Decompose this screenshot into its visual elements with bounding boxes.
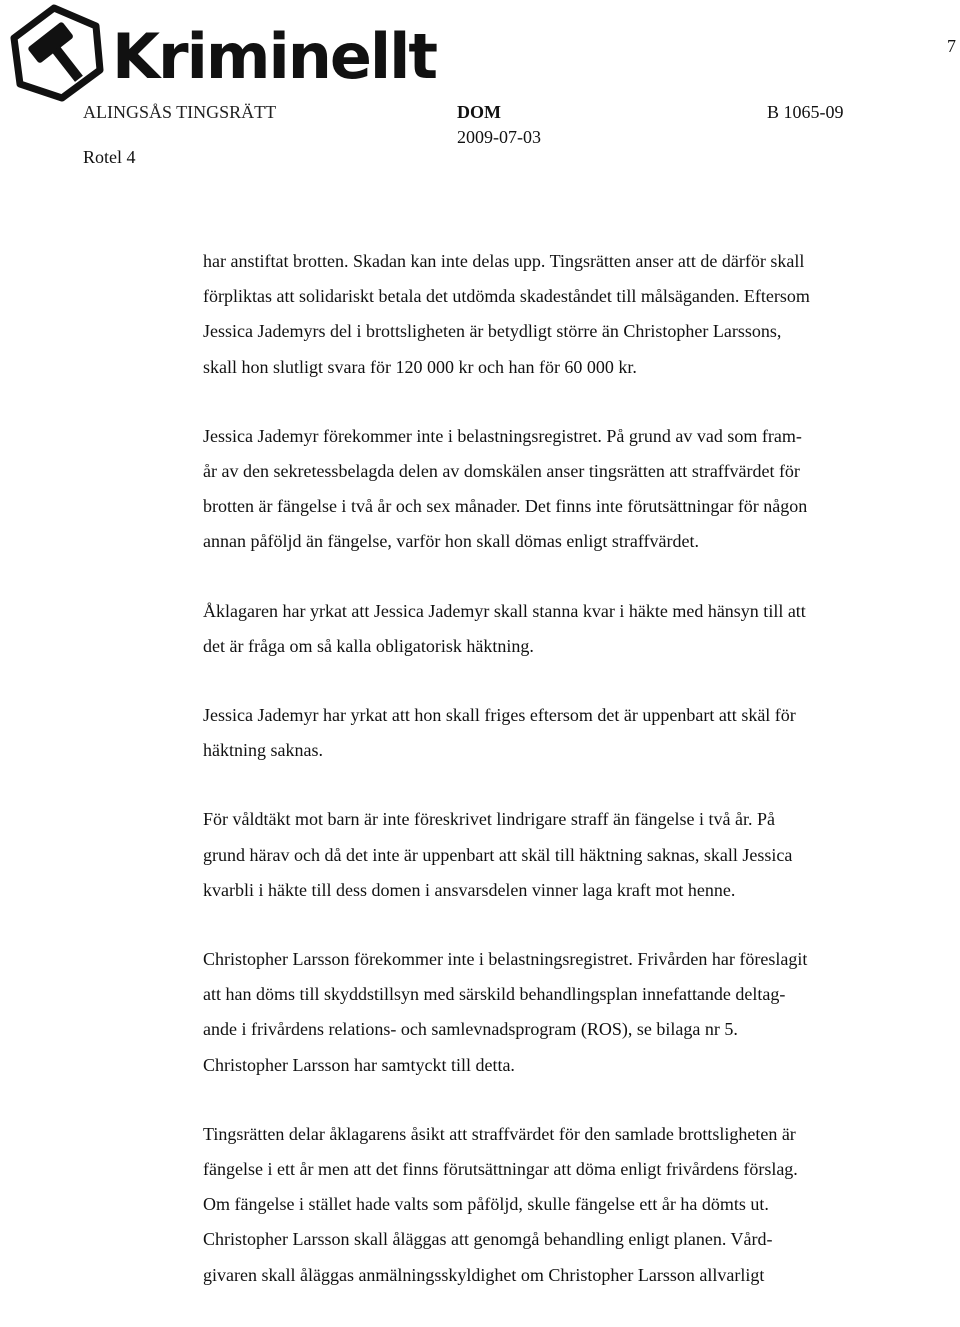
text-line: Jessica Jademyr har yrkat att hon skall friges eftersom det är uppenbart att skäl för	[203, 705, 796, 726]
text-line: ande i frivårdens relations- och samlevnadsprogram (ROS), se bilaga nr 5.	[203, 1019, 738, 1040]
text-line: år av den sekretessbelagda delen av domskälen anser tingsrätten att straffvärdet för	[203, 461, 800, 482]
text-line: förpliktas att solidariskt betala det utdömda skadeståndet till målsäganden. Eftersom	[203, 286, 810, 307]
text-line: har anstiftat brotten. Skadan kan inte delas upp. Tingsrätten anser att de därför skall	[203, 251, 805, 271]
text-line: att han döms till skyddstillsyn med särskild behandlingsplan innefattande deltag-	[203, 984, 786, 1005]
text-line: För våldtäkt mot barn är inte föreskrivet lindrigare straff än fängelse i två år. På	[203, 809, 775, 830]
text-line: Om fängelse i stället hade valts som påföljd, skulle fängelse ett år ha dömts ut.	[203, 1194, 769, 1215]
text-line: häktning saknas.	[203, 740, 323, 761]
court-name: ALINGSÅS TINGSRÄTT	[83, 102, 277, 122]
text-line: kvarbli i häkte till dess domen i ansvarsdelen vinner laga kraft mot henne.	[203, 879, 736, 900]
paragraph	[203, 698, 903, 768]
document-type: DOM	[457, 102, 501, 122]
logo-wordmark: Kriminellt	[112, 20, 437, 93]
case-number: B 1065-09	[767, 102, 844, 122]
gavel-hexagon-icon	[8, 4, 437, 104]
text-line: annan påföljd än fängelse, varför hon skall dömas enligt straffvärdet.	[203, 531, 700, 552]
text-line: Tingsrätten delar åklagarens åsikt att straffvärdet för den samlade brottsligheten är	[203, 1123, 796, 1144]
text-line: Jessica Jademyrs del i brottsligheten är betydligt större än Christopher Larssons,	[203, 321, 782, 342]
paragraph	[203, 802, 903, 908]
page-number: 7	[947, 36, 956, 56]
text-line: brotten är fängelse i två år och sex månader. Det finns inte förutsättningar för någon	[203, 496, 808, 517]
text-line: Christopher Larsson förekommer inte i belastningsregistret. Frivården har föreslagit	[203, 949, 808, 970]
text-line: det är fråga om så kalla obligatorisk häktning.	[203, 635, 534, 656]
kriminellt-logo	[8, 4, 437, 114]
text-line: fängelse i ett år men att det finns förutsättningar att döma enligt frivårdens förslag.	[203, 1159, 798, 1180]
text-line: skall hon slutligt svara för 120 000 kr och han för 60 000 kr.	[203, 356, 637, 377]
document-body	[203, 244, 903, 1327]
paragraph	[203, 244, 903, 385]
paragraph	[203, 594, 903, 664]
text-line: Christopher Larsson har samtyckt till detta.	[203, 1054, 515, 1075]
paragraph	[203, 419, 903, 560]
text-line: Christopher Larsson skall åläggas att genomgå behandling enligt planen. Vård-	[203, 1229, 773, 1250]
text-line: grund härav och då det inte är uppenbart att skäl till häktning saknas, skall Jessica	[203, 844, 793, 865]
text-line: Åklagaren har yrkat att Jessica Jademyr skall stanna kvar i häkte med hänsyn till att	[203, 600, 806, 621]
text-line: givaren skall åläggas anmälningsskyldighet om Christopher Larsson allvarligt	[203, 1264, 765, 1285]
text-line: Jessica Jademyr förekommer inte i belastningsregistret. På grund av vad som fram-	[203, 425, 802, 446]
document-date: 2009-07-03	[457, 127, 541, 147]
paragraph	[203, 942, 903, 1083]
rotel-label: Rotel 4	[83, 147, 136, 167]
paragraph	[203, 1117, 903, 1293]
